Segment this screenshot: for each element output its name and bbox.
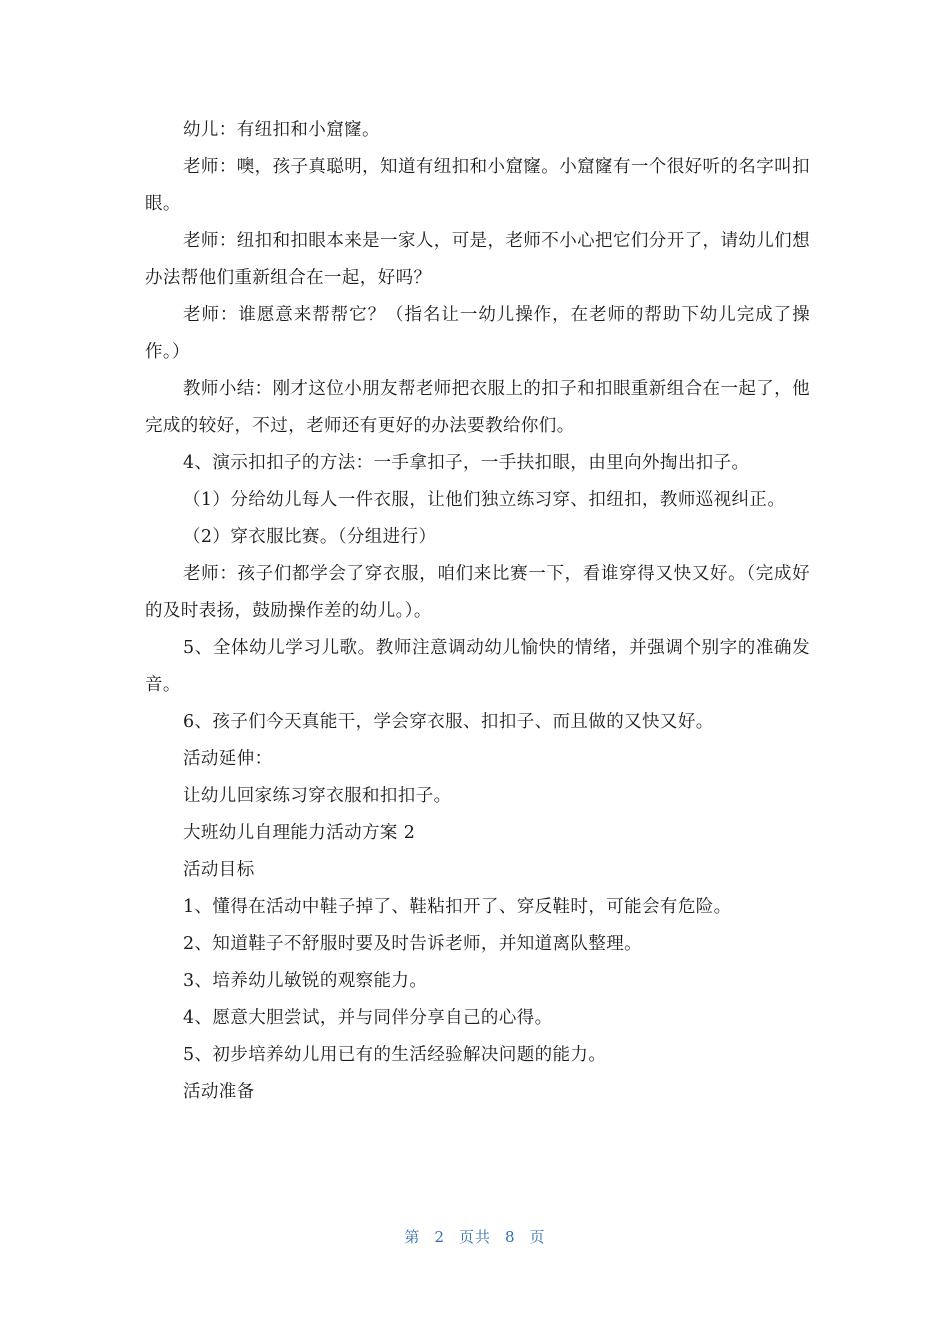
- list-item: 2、知道鞋子不舒服时要及时告诉老师，并知道离队整理。: [183, 934, 643, 954]
- footer-suffix: 页: [529, 1228, 546, 1246]
- paragraph: 5、全体幼儿学习儿歌。教师注意调动幼儿愉快的情绪，并强调个别字的准确发音。: [145, 638, 810, 695]
- total-pages-number: 8: [505, 1228, 516, 1246]
- paragraph: 让幼儿回家练习穿衣服和扣扣子。: [183, 786, 452, 806]
- paragraph: 幼儿：有纽扣和小窟窿。: [183, 120, 380, 140]
- paragraph: 4、演示扣扣子的方法：一手拿扣子，一手扶扣眼，由里向外掏出扣子。: [183, 453, 750, 473]
- paragraph: 教师小结：刚才这位小朋友帮老师把衣服上的扣子和扣眼重新组合在一起了，他完成的较好，不过，老师还有更好的办法要教给你们。: [145, 379, 810, 436]
- current-page-number: 2: [434, 1228, 445, 1246]
- footer-prefix: 第: [404, 1228, 421, 1246]
- list-item: 5、初步培养幼儿用已有的生活经验解决问题的能力。: [183, 1045, 607, 1065]
- section-heading: 活动目标: [183, 860, 255, 880]
- section-heading: 活动延伸：: [183, 749, 273, 769]
- list-item: 3、培养幼儿敏锐的观察能力。: [183, 971, 428, 991]
- section-heading: 活动准备: [183, 1082, 255, 1102]
- page-footer: [0, 1226, 950, 1247]
- paragraph: 老师：孩子们都学会了穿衣服，咱们来比赛一下，看谁穿得又快又好。（完成好的及时表扬，鼓励操作差的幼儿。）。: [145, 564, 810, 621]
- document-title: 大班幼儿自理能力活动方案 2: [183, 823, 416, 843]
- document-body: [145, 112, 810, 1111]
- list-item: 4、愿意大胆尝试，并与同伴分享自己的心得。: [183, 1008, 553, 1028]
- list-item: 1、懂得在活动中鞋子掉了、鞋粘扣开了、穿反鞋时，可能会有危险。: [183, 897, 732, 917]
- paragraph: （1）分给幼儿每人一件衣服，让他们独立练习穿、扣纽扣，教师巡视纠正。: [183, 490, 786, 510]
- paragraph: 老师：纽扣和扣眼本来是一家人，可是，老师不小心把它们分开了，请幼儿们想办法帮他们重新组合在一起，好吗？: [145, 231, 810, 288]
- footer-middle: 页共: [458, 1228, 491, 1246]
- paragraph: 6、孩子们今天真能干，学会穿衣服、扣扣子、而且做的又快又好。: [183, 712, 714, 732]
- paragraph: 老师：谁愿意来帮帮它？（指名让一幼儿操作，在老师的帮助下幼儿完成了操作。）: [145, 305, 810, 362]
- paragraph: 老师：噢，孩子真聪明，知道有纽扣和小窟窿。小窟窿有一个很好听的名字叫扣眼。: [145, 157, 810, 214]
- paragraph: （2）穿衣服比赛。（分组进行）: [183, 527, 437, 547]
